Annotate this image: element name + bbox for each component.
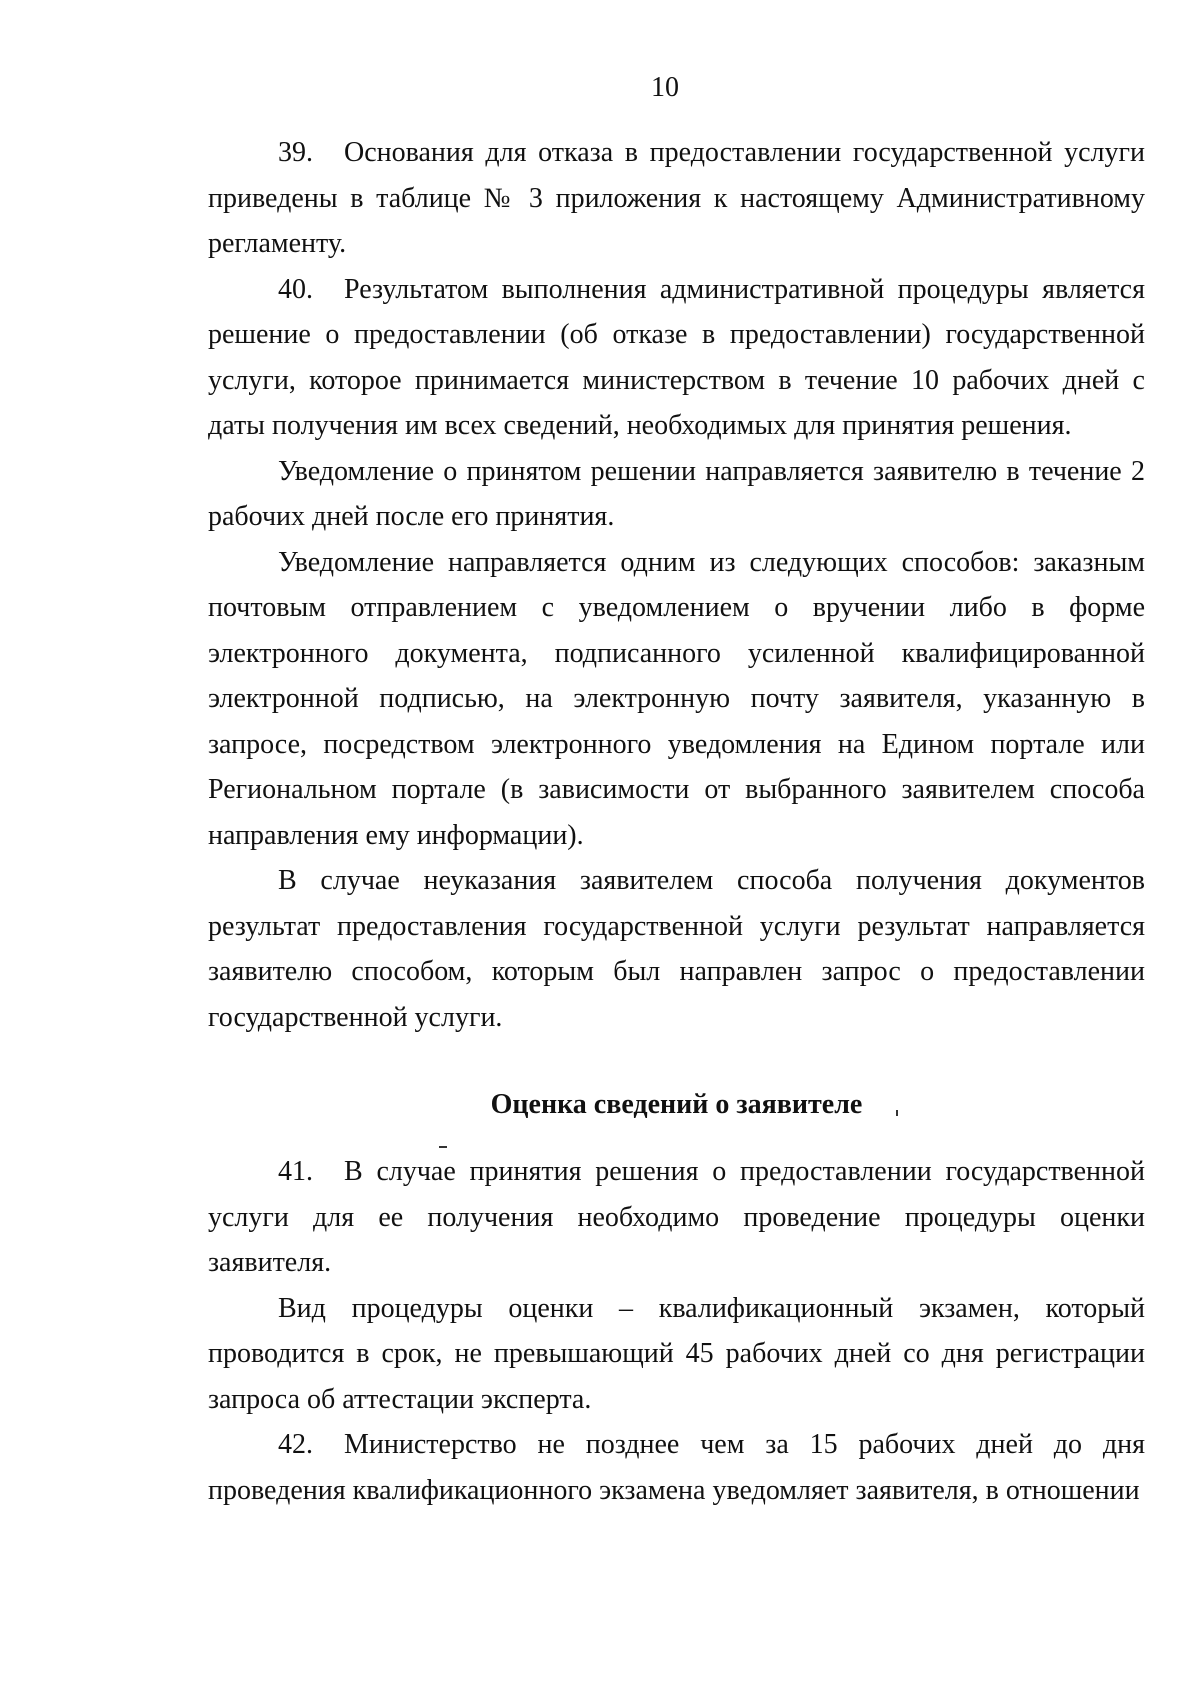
paragraph-number: 41.: [278, 1156, 313, 1187]
document-body: [208, 130, 1145, 1513]
paragraph-text: В случае неуказания заявителем способа получения документов результат предоставления государственной услуги результат направляется заявителю способом, которым был направлен запрос о предоставлении государственной услуги.: [208, 865, 1145, 1033]
paragraph-text: Результатом выполнения административной процедуры является решение о предоставлении (об отказе в предоставлении) государственной услуги, которое принимается министерством в течение 10 рабочих дней с даты получения им всех сведений, необходимых для принятия решения.: [208, 273, 1145, 441]
paragraph-default-method: [208, 858, 1145, 1040]
scan-speck: [439, 1146, 447, 1148]
paragraph-text: Основания для отказа в предоставлении государственной услуги приведены в таблице № 3 приложения к настоящему Административному регламенту.: [208, 137, 1145, 259]
paragraph-notification-methods: [208, 540, 1145, 859]
paragraph-notification-timing: [208, 449, 1145, 540]
paragraph-text: Министерство не позднее чем за 15 рабочих дней до дня проведения квалификационного экзамена уведомляет заявителя, в отношении: [208, 1429, 1145, 1506]
paragraph-number: 40.: [278, 273, 313, 305]
paragraph-number: 42.: [278, 1429, 313, 1460]
paragraph-42: [208, 1422, 1145, 1513]
page-number: 10: [651, 72, 679, 103]
paragraph-41: [208, 1149, 1145, 1286]
paragraph-40: [208, 267, 1145, 449]
scan-speck: [896, 1110, 898, 1116]
paragraph-text: Уведомление направляется одним из следующих способов: заказным почтовым отправлением с уведомлением о вручении либо в форме электронного документа, подписанного усиленной квалифицированной электронной подписью, на электронную почту заявителя, указанную в запросе, посредством электронного уведомления на Едином портале или Региональном портале (в зависимости от выбранного заявителем способа направления ему информации).: [208, 546, 1145, 851]
paragraph-39: [208, 130, 1145, 267]
section-heading: Оценка сведений о заявителе: [490, 1089, 863, 1120]
paragraph-number: 39.: [278, 137, 313, 168]
paragraph-text: В случае принятия решения о предоставлении государственной услуги для ее получения необходимо проведение процедуры оценки заявителя.: [208, 1156, 1145, 1278]
paragraph-exam-type: [208, 1286, 1145, 1423]
paragraph-text: Уведомление о принятом решении направляется заявителю в течение 2 рабочих дней после его принятия.: [208, 455, 1145, 532]
paragraph-text: Вид процедуры оценки – квалификационный экзамен, который проводится в срок, не превышающий 45 рабочих дней со дня регистрации запроса об аттестации эксперта.: [208, 1292, 1145, 1415]
